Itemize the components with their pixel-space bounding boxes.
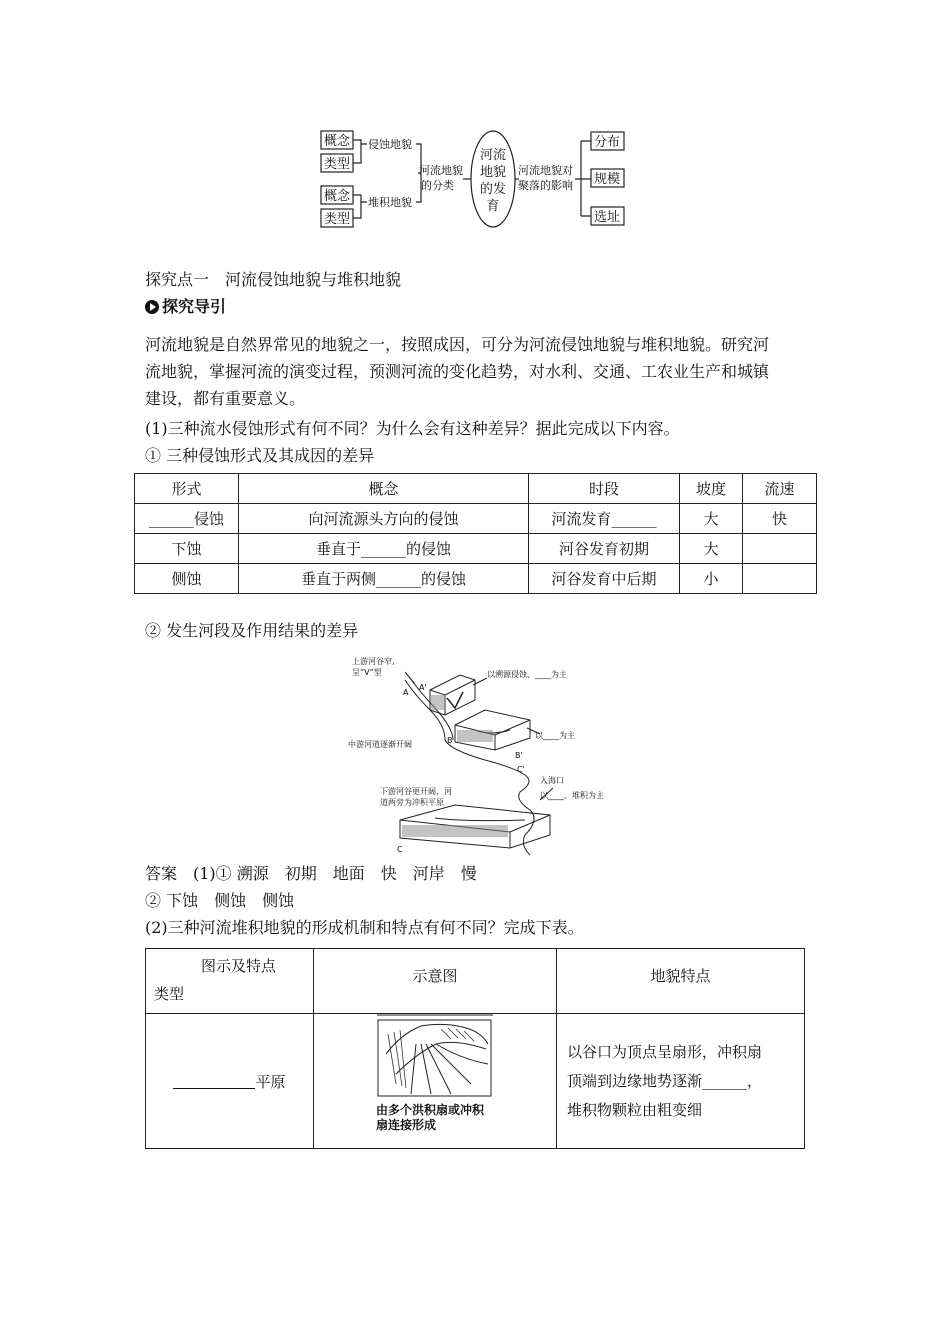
diagram-caption [376,1103,484,1133]
corner-bottom: 类型 [154,985,185,1003]
fig-lower-note-0: 下游河谷更开阔，河 [380,787,452,796]
table-cell: 河谷发育中后期 [529,564,680,594]
answer-blank [173,1072,255,1089]
mm-mid-right-0: 河流地貌对 [518,164,573,177]
fig-point-B-prime: B' [515,751,523,760]
answer-line-1: 答案 (1)① 溯源 初期 地面 快 河岸 慢 [145,864,477,883]
guide-heading [145,297,226,317]
table-row [135,534,817,564]
table-header-cell: 时段 [529,474,680,504]
table-header-cell: 形式 [135,474,239,504]
table-row [146,1014,805,1149]
mindmap-diagram [315,124,635,234]
fig-middle-label: 以____为主 [535,731,575,740]
table-header-row [135,474,817,504]
fig-point-A: A [403,688,409,697]
fig-estuary: 入海口 [540,776,564,785]
table-header-cell: 地貌特点 [557,949,805,1014]
table-cell: 河谷发育初期 [529,534,680,564]
table-row [135,504,817,534]
table-cell: 侧蚀 [135,564,239,594]
table-cell [146,1014,314,1149]
corner-cell [146,949,314,1014]
table-cell: 河流发育______ [529,504,680,534]
mm-right-2: 选址 [594,210,621,225]
table-header-cell: 坡度 [680,474,743,504]
table-cell: 向河流源头方向的侵蚀 [239,504,529,534]
alluvial-fan-sketch [376,1014,494,1100]
mm-left-bottom-0: 概念 [324,189,351,204]
mm-right-0: 分布 [594,135,621,150]
feature-line: 顶端到边缘地势逐渐______， [567,1071,763,1090]
mm-center-0: 河流 [479,148,507,163]
table-cell: 大 [680,534,743,564]
fig-upper-note-0: 上游河谷窄, [352,657,395,666]
answer-line-2: ② 下蚀 侧蚀 侧蚀 [145,891,295,910]
mm-left-top-1: 类型 [324,157,351,172]
table-cell: 下蚀 [135,534,239,564]
section-title: 探究点一 河流侵蚀地貌与堆积地貌 [145,270,402,289]
mm-right-1: 规模 [594,172,621,187]
table-header-row [146,949,805,1014]
table-cell: ______侵蚀 [135,504,239,534]
table-row [135,564,817,594]
question-1-sub-2: ② 发生河段及作用结果的差异 [145,621,359,640]
deposition-table [145,948,805,1149]
mm-mid-right-1: 聚落的影响 [518,179,573,192]
fig-lower-note-1: 道两旁为冲积平原 [380,798,444,807]
erosion-table [134,473,817,594]
table-cell: 垂直于两侧______的侵蚀 [239,564,529,594]
table-cell [314,1014,557,1149]
river-profile-figure [335,650,615,860]
mm-deposit-label: 堆积地貌 [368,196,412,209]
question-1: (1)三种流水侵蚀形式有何不同？为什么会有这种差异？据此完成以下内容。 [145,419,680,438]
mm-mid-left-0: 河流地貌 [419,164,463,177]
mm-center-3: 育 [486,199,500,214]
plain-type: 平原 [255,1072,286,1091]
fig-upper-note-1: 呈“V”型 [352,668,382,677]
table-header-cell: 概念 [239,474,529,504]
question-2: (2)三种河流堆积地貌的形成机制和特点有何不同？完成下表。 [145,918,584,937]
fig-point-C: C [397,845,403,854]
table-cell [743,564,817,594]
table-cell: 小 [680,564,743,594]
question-1-sub-1: ① 三种侵蚀形式及其成因的差异 [145,446,375,465]
intro-line-3: 建设，都有重要意义。 [145,389,306,408]
diagram-caption-line: 由多个洪积扇或冲积 [376,1103,485,1117]
table-cell [743,534,817,564]
play-circle-icon [145,300,159,314]
table-header-cell: 示意图 [314,949,557,1014]
fig-point-B: B [447,736,453,745]
mm-center-2: 的发 [479,182,507,197]
table-cell [557,1014,805,1149]
fig-point-C-prime: C' [517,765,525,774]
fig-middle-note: 中游河道逐渐开阔 [348,740,412,749]
mm-left-top-0: 概念 [324,134,351,149]
mm-erosion-label: 侵蚀地貌 [368,138,412,151]
table-cell: 大 [680,504,743,534]
mm-mid-left-1: 的分类 [421,179,454,192]
mm-center-1: 地貌 [479,165,507,180]
fig-lower-label: 以____、堆积为主 [540,791,604,800]
table-header-cell: 流速 [743,474,817,504]
fig-upper-label: 以溯源侵蚀、____为主 [487,670,567,679]
guide-heading-text: 探究导引 [162,297,227,316]
fig-point-A-prime: A' [419,683,427,692]
feature-line: 堆积物颗粒由粗变细 [567,1100,703,1119]
intro-line-1: 河流地貌是自然界常见的地貌之一，按照成因，可分为河流侵蚀地貌与堆积地貌。研究河 [145,335,770,354]
table-cell: 快 [743,504,817,534]
table-cell: 垂直于______的侵蚀 [239,534,529,564]
diagram-caption-line: 扇连接形成 [376,1118,437,1132]
feature-line: 以谷口为顶点呈扇形，冲积扇 [567,1042,763,1061]
mm-left-bottom-1: 类型 [324,212,351,227]
corner-top: 图示及特点 [201,957,277,975]
intro-line-2: 流地貌，掌握河流的演变过程，预测河流的变化趋势，对水利、交通、工农业生产和城镇 [145,362,770,381]
